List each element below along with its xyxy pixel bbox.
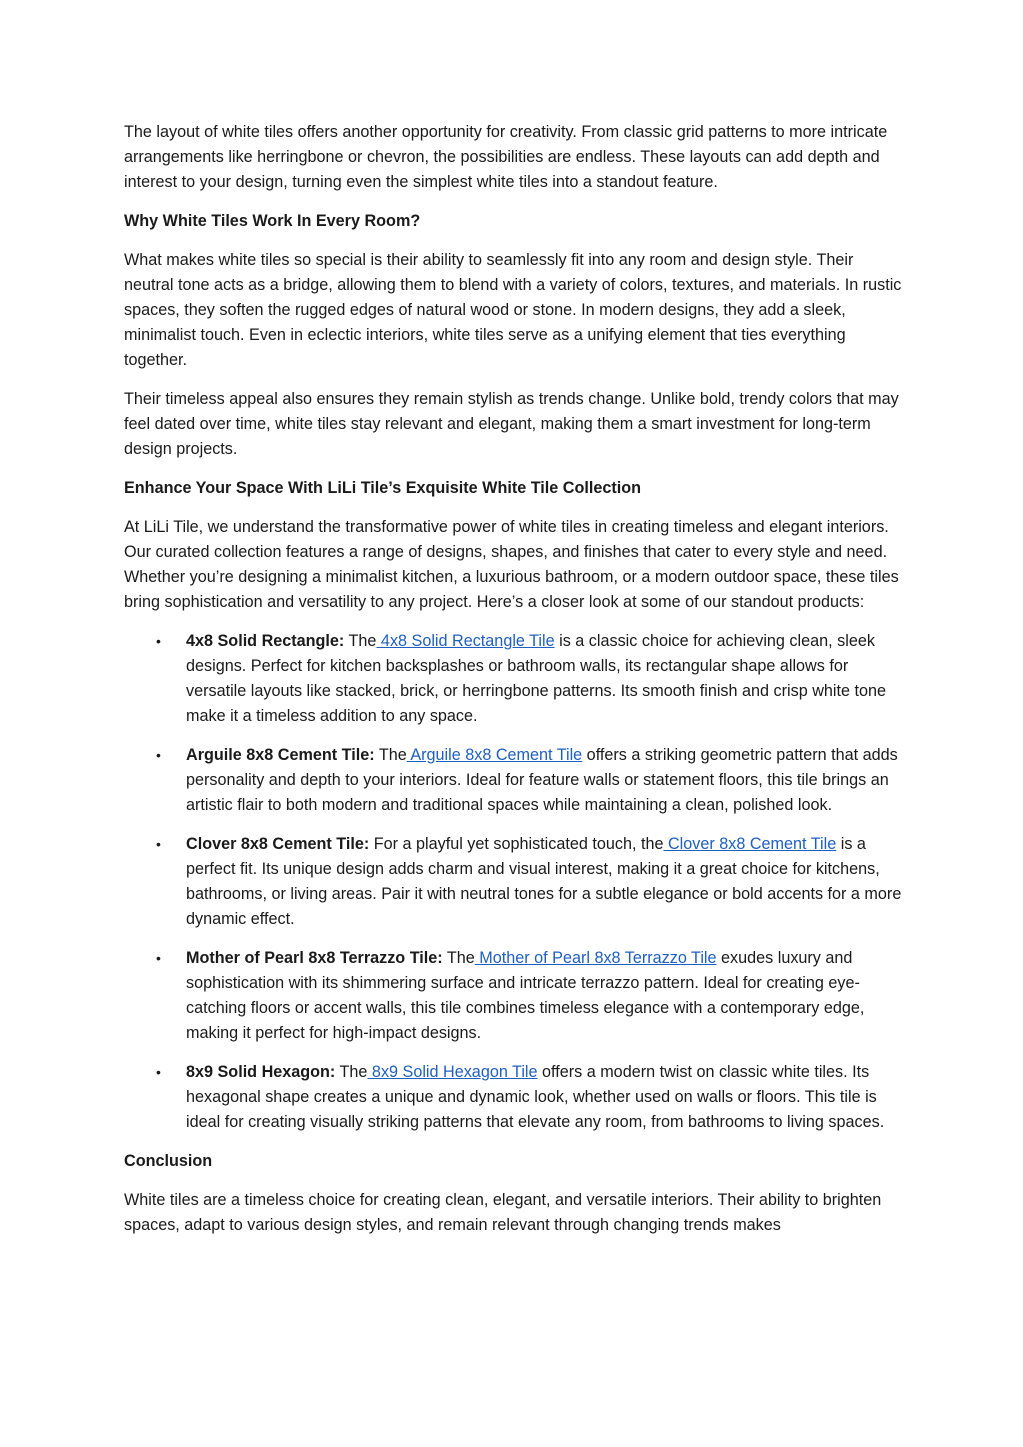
conclusion-paragraph: White tiles are a timeless choice for creating clean, elegant, and versatile interiors. Their ability to brighten spaces, adapt to various design styles, and remain relevant through changing trends makes [124,1191,882,1234]
heading-enhance-space: Enhance Your Space With LiLi Tile’s Exquisite White Tile Collection [124,479,642,497]
link-4x8-solid-rectangle-tile[interactable]: 4x8 Solid Rectangle Tile [376,632,555,650]
product-term: 8x9 Solid Hexagon: [186,1063,336,1081]
product-description: offers a modern twist on classic white tiles. Its hexagonal shape creates a unique and dynamic look, whether used on walls or floors. This tile is ideal for creating visually striking patterns that elevate any room, from bathrooms to living spaces. [186,1063,885,1131]
heading-why-white-tiles: Why White Tiles Work In Every Room? [124,212,421,230]
product-lead: The [344,632,377,650]
list-item-8x9-solid-hexagon [124,1060,904,1135]
product-lead: The [442,949,475,967]
list-item-4x8-solid-rectangle [124,629,904,729]
bullet-icon: • [156,633,161,649]
product-term: Clover 8x8 Cement Tile: [186,835,370,853]
layout-paragraph: The layout of white tiles offers another opportunity for creativity. From classic grid patterns to more intricate arrangements like herringbone or chevron, the possibilities are endless. These layouts can add depth and interest to your design, turning even the simplest white tiles into a standout feature. [124,123,888,191]
list-item-mother-of-pearl-terrazzo [124,946,904,1046]
link-8x9-solid-hexagon-tile[interactable]: 8x9 Solid Hexagon Tile [367,1063,538,1081]
product-lead: For a playful yet sophisticated touch, the [369,835,664,853]
product-term: Mother of Pearl 8x8 Terrazzo Tile: [186,949,443,967]
bullet-icon: • [156,950,161,966]
product-lead: The [374,746,407,764]
heading-conclusion: Conclusion [124,1152,213,1170]
list-item-arguile-8x8-cement [124,743,904,818]
product-lead: The [335,1063,368,1081]
enhance-paragraph: At LiLi Tile, we understand the transformative power of white tiles in creating timeless and elegant interiors. Our curated collection features a range of designs, shapes, and finishes that cater to every style and need. Whether you’re designing a minimalist kitchen, a luxurious bathroom, or a modern outdoor space, these tiles bring sophistication and versatility to any project. Here’s a closer look at some of our standout products: [124,518,899,611]
product-description: is a classic choice for achieving clean, sleek designs. Perfect for kitchen backsplashes or bathroom walls, its rectangular shape allows for versatile layouts like stacked, brick, or herringbone patterns. Its smooth finish and crisp white tone make it a timeless addition to any space. [186,632,886,725]
document-page [124,120,904,1252]
why-paragraph-2: Their timeless appeal also ensures they remain stylish as trends change. Unlike bold, trendy colors that may feel dated over time, white tiles stay relevant and elegant, making them a smart investment for long-term design projects. [124,390,899,458]
product-description: offers a striking geometric pattern that adds personality and depth to your interiors. Ideal for feature walls or statement floors, this tile brings an artistic flair to both modern and traditional spaces while maintaining a clean, polished look. [186,746,898,814]
product-term: Arguile 8x8 Cement Tile: [186,746,375,764]
product-description: is a perfect fit. Its unique design adds charm and visual interest, making it a great choice for kitchens, bathrooms, or living areas. Pair it with neutral tones for a subtle elegance or bold accents for a more dynamic effect. [186,835,902,928]
link-clover-8x8-cement-tile[interactable]: Clover 8x8 Cement Tile [663,835,837,853]
link-arguile-8x8-cement-tile[interactable]: Arguile 8x8 Cement Tile [406,746,583,764]
bullet-icon: • [156,1064,161,1080]
why-paragraph-1: What makes white tiles so special is their ability to seamlessly fit into any room and design style. Their neutral tone acts as a bridge, allowing them to blend with a variety of colors, textures, and materials. In rustic spaces, they soften the rugged edges of natural wood or stone. In modern designs, they add a sleek, minimalist touch. Even in eclectic interiors, white tiles serve as a unifying element that ties everything together. [124,251,902,369]
product-description: exudes luxury and sophistication with its shimmering surface and intricate terrazzo pattern. Ideal for creating eye-catching floors or accent walls, this tile combines timeless elegance with a contemporary edge, making it perfect for high-impact designs. [186,949,865,1042]
bullet-icon: • [156,836,161,852]
bullet-icon: • [156,747,161,763]
list-item-clover-8x8-cement [124,832,904,932]
product-list [124,629,904,1135]
product-term: 4x8 Solid Rectangle: [186,632,345,650]
link-mother-of-pearl-terrazzo-tile[interactable]: Mother of Pearl 8x8 Terrazzo Tile [474,949,717,967]
